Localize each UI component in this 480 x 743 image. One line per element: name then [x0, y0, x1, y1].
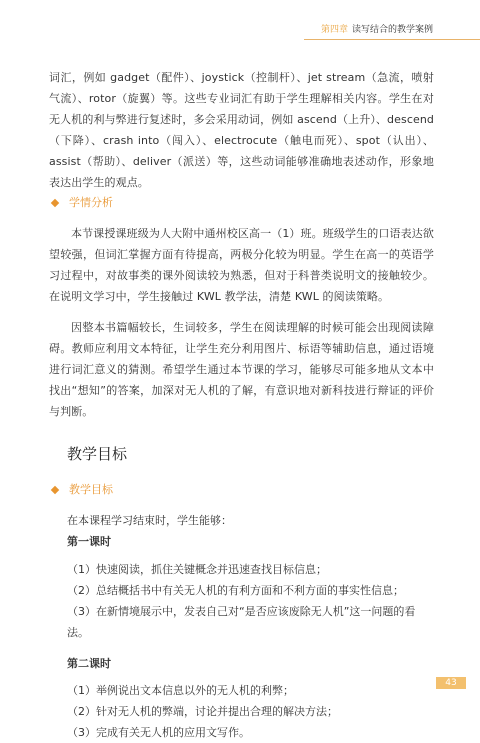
lesson-1-goal-2: （2）总结概括书中有关无人机的有利方面和不利方面的事实性信息；	[67, 584, 404, 597]
lesson-1-goal-3: （3）在新情境展示中，发表自己对“是否应该废除无人机”这一问题的看法。	[67, 605, 416, 639]
paragraph-class-profile: 本节课授课班级为人大附中通州校区高一（1）班。班级学生的口语表达欲望较强，但词汇掌握方面有待提高，两极分化较为明显。学生在高一的英语学习过程中，对故事类的课外阅读较为熟悉，但对于科普类说明文的接触较少。在说明文学习中，学生接触过 KWL 教学法，清楚 KWL 的阅读策略。	[49, 227, 434, 303]
paragraph-vocabulary: 词汇，例如 gadget（配件）、joystick（控制杆）、jet stream（急流，喷射气流）、rotor（旋翼）等。这些专业词汇有助于学生理解相关内容。学生在对无人机的利与弊进行复述时，多会采用动词，例如 ascend（上升）、descend（下降）、crash into（闯入）、electrocute（触电而死）、spot（认出）、assist（帮助）、deliver（派送）等，这些动词能够准确地表述动作，形象地表达出学生的观点。	[49, 71, 434, 189]
diamond-bullet-icon	[51, 199, 59, 207]
section-heading-teaching-goals	[49, 480, 434, 500]
page-content	[49, 67, 434, 743]
section-heading-learner-analysis	[49, 193, 434, 213]
header-title: 读写结合的教学案例	[352, 25, 434, 35]
section-heading-label: 教学目标	[69, 483, 113, 496]
paragraph-reading-difficulty: 因整本书篇幅较长，生词较多，学生在阅读理解的时候可能会出现阅读障碍。教师应利用文本特征，让学生充分利用图片、标语等辅助信息，通过语境进行词汇意义的猜测。希望学生通过本节课的学习，能够尽可能多地从文本中找出“想知”的答案，加深对无人机的了解，有意识地对新科技进行辩证的评价与判断。	[49, 321, 434, 418]
header-chapter: 第四章	[321, 25, 349, 35]
lesson-2-goal-1: （1）举例说出文本信息以外的无人机的利弊；	[67, 684, 294, 697]
section-heading-label: 学情分析	[69, 196, 113, 209]
goals-intro: 在本课程学习结束时，学生能够：	[67, 514, 232, 527]
lesson-1-title: 第一课时	[67, 535, 111, 548]
lesson-2-title: 第二课时	[67, 657, 111, 670]
lesson-2-goal-3: （3）完成有关无人机的应用文写作。	[67, 726, 250, 739]
lesson-1-goal-1: （1）快速阅读，抓住关键概念并迅速查找目标信息；	[67, 563, 327, 576]
page-number: 43	[436, 677, 466, 689]
teaching-goals-title: 教学目标	[67, 445, 128, 463]
header-divider	[304, 39, 480, 40]
lesson-2-goal-2: （2）针对无人机的弊端，讨论并提出合理的解决方法；	[67, 705, 338, 718]
diamond-bullet-icon	[51, 486, 59, 494]
